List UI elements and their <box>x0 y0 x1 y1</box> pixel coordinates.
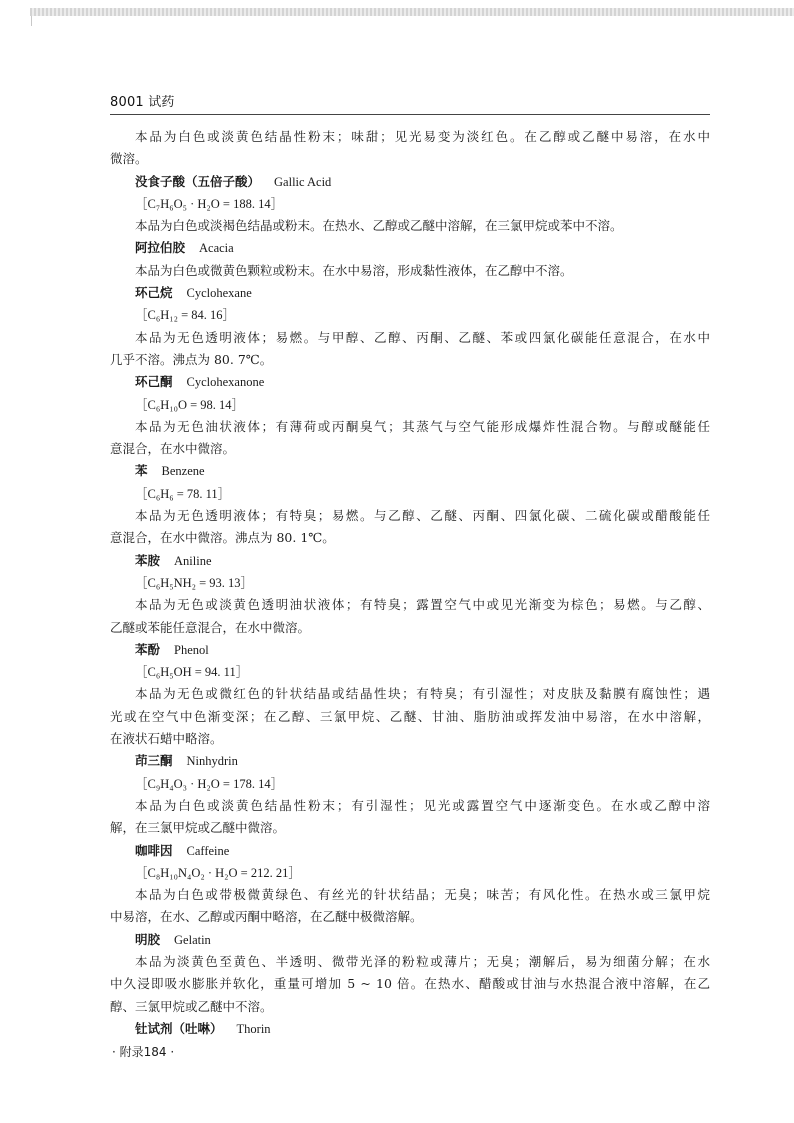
description-line: 在液状石蜡中略溶。 <box>110 731 223 747</box>
description-line: 解，在三氯甲烷或乙醚中微溶。 <box>110 820 286 836</box>
description-line: 本品为白色或淡黄色结晶性粉末；有引湿性；见光或露置空气中逐渐变色。在水或乙醇中溶 <box>135 797 710 813</box>
description-line: 本品为无色透明液体；易燃。与甲醇、乙醇、丙酮、乙醚、苯或四氯化碳能任意混合，在水中 <box>135 329 710 345</box>
entry-chinese-name: 钍试剂（吐啉） <box>135 1020 223 1036</box>
entry-chinese-name: 阿拉伯胶 <box>135 240 186 256</box>
entry-heading <box>110 639 710 661</box>
description-line: 意混合，在水中微溶。 <box>110 441 236 457</box>
entry-heading <box>110 237 710 259</box>
description-line: 本品为淡黄色至黄色、半透明、微带光泽的粉粒或薄片；无臭；潮解后，易为细菌分解；在水 <box>135 953 710 969</box>
description-line: 本品为白色或带极微黄绿色、有丝光的针状结晶；无臭；味苦；有风化性。在热水或三氯甲烷 <box>135 887 710 903</box>
page-body <box>110 126 710 1040</box>
description-line: 乙醚或苯能任意混合，在水中微溶。 <box>110 619 311 635</box>
page-number: · 附录184 · <box>112 1045 175 1059</box>
entry-heading <box>110 1018 710 1040</box>
running-header-title: 8001 试药 <box>110 95 175 110</box>
entry-heading <box>110 282 710 304</box>
entry-chinese-name: 明胶 <box>135 931 161 947</box>
entry-english-name: Cyclohexanone <box>186 375 265 390</box>
description-line: 光或在空气中色渐变深；在乙醇、三氯甲烷、乙醚、甘油、脂肪油或挥发油中易溶，在水中溶解， <box>110 708 710 724</box>
entry-chinese-name: 苯 <box>135 463 148 479</box>
description-line: 本品为无色或微红色的针状结晶或结晶性块；有特臭；有引湿性；对皮肤及黏膜有腐蚀性；遇 <box>135 686 710 702</box>
entry-chinese-name: 茚三酮 <box>135 753 173 769</box>
entry-heading <box>110 371 710 393</box>
entry-heading <box>110 171 710 193</box>
description-line: 本品为无色或淡黄色透明油状液体；有特臭；露置空气中或见光渐变为棕色；易燃。与乙醇、 <box>135 597 710 613</box>
description-line: 本品为无色油状液体；有薄荷或丙酮臭气；其蒸气与空气能形成爆炸性混合物。与醇或醚能任 <box>135 418 710 434</box>
description-line: 中易溶，在水、乙醇或丙酮中略溶，在乙醚中极微溶解。 <box>110 909 423 925</box>
entry-heading <box>110 840 710 862</box>
description-line: 意混合，在水中微溶。沸点为 80. 1℃。 <box>110 530 335 546</box>
description-line: 微溶。 <box>110 151 148 167</box>
molecular-formula: ［C₆H₁₂ = 84. 16］ <box>135 308 235 323</box>
header-rule <box>110 114 710 115</box>
entry-english-name: Caffeine <box>186 843 230 858</box>
entry-english-name: Cyclohexane <box>186 286 252 301</box>
description-line: 本品为白色或淡褐色结晶或粉末。在热水、乙醇或乙醚中溶解，在三氯甲烷或苯中不溶。 <box>135 218 623 234</box>
molecular-formula: ［C₆H₅NH₂ = 93. 13］ <box>135 575 254 590</box>
molecular-formula: ［C₆H₆ = 78. 11］ <box>135 486 231 501</box>
entry-english-name: Aniline <box>174 553 212 568</box>
entry-chinese-name: 咖啡因 <box>135 842 173 858</box>
entry-english-name: Thorin <box>236 1021 271 1036</box>
scan-top-band <box>30 8 794 16</box>
molecular-formula: ［C₇H₆O₅ · H₂O = 188. 14］ <box>135 196 284 211</box>
entry-heading <box>110 929 710 951</box>
molecular-formula: ［C₉H₄O₃ · H₂O = 178. 14］ <box>135 776 284 791</box>
description-line: 中久浸即吸水膨胀并软化，重量可增加 5 ~ 10 倍。在热水、醋酸或甘油与水热混合液中溶解，在乙 <box>110 976 710 992</box>
entry-english-name: Gallic Acid <box>274 174 332 189</box>
entry-chinese-name: 苯胺 <box>135 552 161 568</box>
entry-heading <box>110 550 710 572</box>
molecular-formula: ［C₆H₁₀O = 98. 14］ <box>135 397 245 412</box>
entry-english-name: Ninhydrin <box>186 754 238 769</box>
entry-chinese-name: 没食子酸（五倍子酸） <box>135 173 261 189</box>
entry-chinese-name: 环己烷 <box>135 285 173 301</box>
entry-english-name: Benzene <box>161 464 205 479</box>
entry-heading <box>110 750 710 772</box>
entry-chinese-name: 环己酮 <box>135 374 173 390</box>
description-line: 本品为白色或微黄色颗粒或粉末。在水中易溶，形成黏性液体，在乙醇中不溶。 <box>135 262 573 278</box>
scan-edge-mark <box>31 16 32 26</box>
description-line: 本品为白色或淡黄色结晶性粉末；味甜；见光易变为淡红色。在乙醇或乙醚中易溶，在水中 <box>135 129 710 144</box>
molecular-formula: ［C₈H₁₀N₄O₂ · H₂O = 212. 21］ <box>135 865 301 880</box>
entry-chinese-name: 苯酚 <box>135 641 161 657</box>
description-line: 本品为无色透明液体；有特臭；易燃。与乙醇、乙醚、丙酮、四氯化碳、二硫化碳或醋酸能任 <box>135 508 710 524</box>
description-line: 几乎不溶。沸点为 80. 7℃。 <box>110 351 273 367</box>
description-line: 醇、三氯甲烷或乙醚中不溶。 <box>110 998 273 1014</box>
entry-english-name: Gelatin <box>174 932 211 947</box>
molecular-formula: ［C₆H₅OH = 94. 11］ <box>135 665 249 680</box>
entry-english-name: Phenol <box>174 642 209 657</box>
entry-heading <box>110 460 710 482</box>
entry-english-name: Acacia <box>199 241 234 256</box>
